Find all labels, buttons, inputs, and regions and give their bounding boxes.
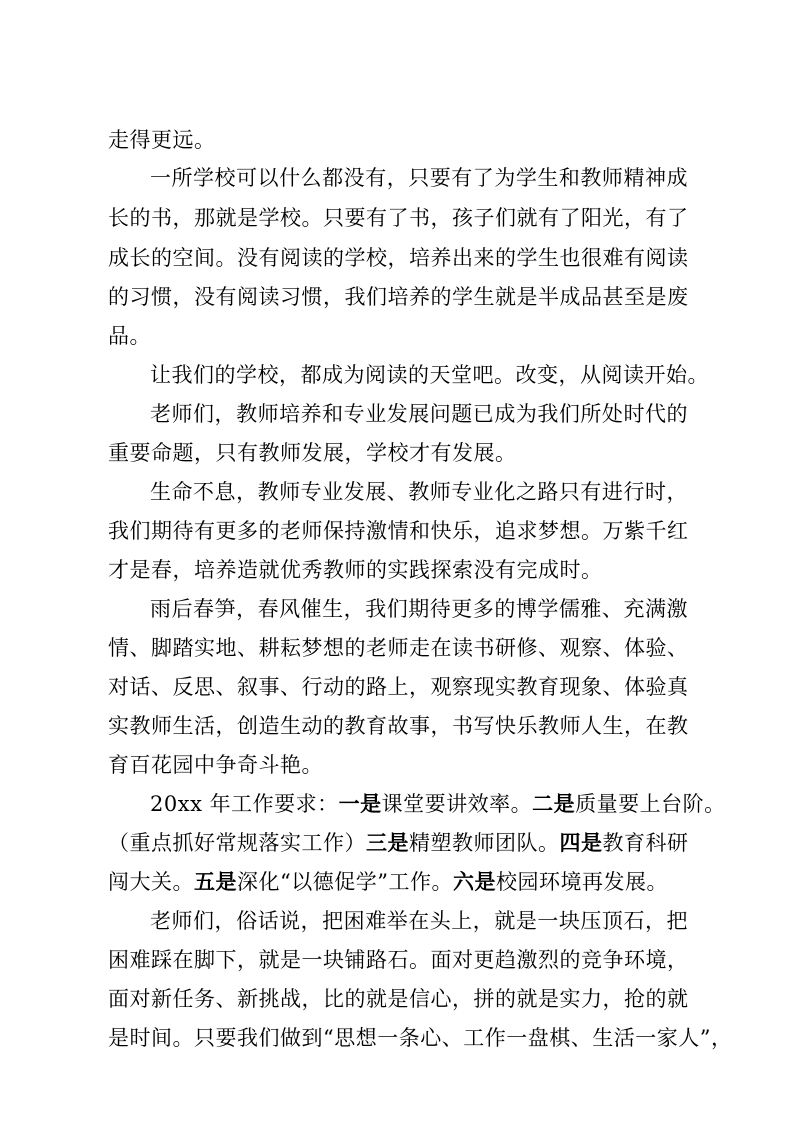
ordinal-marker: 二是 <box>532 791 576 816</box>
paragraph-line: 我们期待有更多的老师保持激情和快乐，追求梦想。万紫千红 <box>108 519 689 543</box>
paragraph-line: 雨后春笋，春风催生，我们期待更多的博学儒雅、充满激 <box>150 597 688 621</box>
paragraph-line: 才是春，培养造就优秀教师的实践探索没有完成时。 <box>108 558 603 582</box>
paragraph-line: 的习惯，没有阅读习惯，我们培养的学生就是半成品甚至是废 <box>108 285 689 309</box>
paragraph-line: 品。 <box>108 324 151 348</box>
ordinal-marker: 六是 <box>452 869 496 894</box>
paragraph-line: 长的书，那就是学校。只要有了书，孩子们就有了阳光，有了 <box>108 206 689 230</box>
paragraph-line: 困难踩在脚下，就是一块铺路石。面对更趋激烈的竞争环境， <box>108 948 689 972</box>
requirement-text: 精塑教师团队。 <box>409 831 560 855</box>
paragraph-line: 面对新任务、新挑战，比的就是信心，拼的就是实力，抢的就 <box>108 987 689 1011</box>
work-requirements-line <box>150 791 726 816</box>
paragraph-line: 成长的空间。没有阅读的学校，培养出来的学生也很难有阅读 <box>108 246 689 270</box>
paragraph-line: 对话、反思、叙事、行动的路上，观察现实教育现象、体验真 <box>108 675 689 699</box>
requirement-text: 教育科研 <box>602 831 689 855</box>
requirement-text: 闯大关。 <box>108 870 194 894</box>
requirement-text: 深化“以德促学”工作。 <box>237 870 453 894</box>
paragraph-line: 育百花园中争奇斗艳。 <box>108 753 323 777</box>
work-year-label: 20xx 年工作要求： <box>150 792 339 816</box>
ordinal-marker: 五是 <box>194 869 237 894</box>
requirement-text: 课堂要讲效率。 <box>381 792 533 816</box>
paragraph-line: 生命不息，教师专业发展、教师专业化之路只有进行时， <box>150 480 688 504</box>
requirement-note: （重点抓好常规落实工作） <box>108 831 366 855</box>
requirement-text: 质量要上台阶。 <box>575 792 726 816</box>
paragraph-line: 老师们，教师培养和专业发展问题已成为我们所处时代的 <box>150 402 688 426</box>
ordinal-marker: 一是 <box>338 791 382 816</box>
paragraph-line: 走得更远。 <box>108 128 216 152</box>
paragraph-line: 老师们，俗话说，把困难举在头上，就是一块压顶石，把 <box>150 909 688 933</box>
paragraph-line: 让我们的学校，都成为阅读的天堂吧。改变，从阅读开始。 <box>150 363 709 387</box>
work-requirements-line <box>108 870 688 894</box>
requirement-text: 校园环境再发展。 <box>495 870 668 894</box>
work-requirements-line <box>108 831 688 855</box>
paragraph-line: 情、脚踏实地、耕耘梦想的老师走在读书研修、观察、体验、 <box>108 636 689 660</box>
paragraph-line: 是时间。只要我们做到“思想一条心、工作一盘棋、生活一家人”， <box>108 1026 733 1050</box>
ordinal-marker: 三是 <box>366 830 409 855</box>
paragraph-line: 实教师生活，创造生动的教育故事，书写快乐教师人生，在教 <box>108 714 689 738</box>
ordinal-marker: 四是 <box>559 830 603 855</box>
paragraph-line: 重要命题，只有教师发展，学校才有发展。 <box>108 441 517 465</box>
paragraph-line: 一所学校可以什么都没有，只要有了为学生和教师精神成 <box>150 166 688 190</box>
